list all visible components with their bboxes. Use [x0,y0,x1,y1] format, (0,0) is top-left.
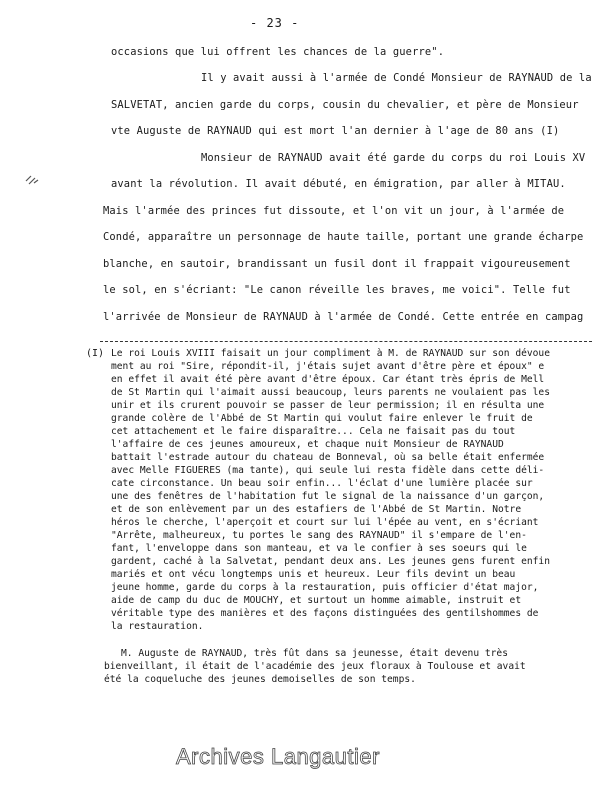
body-line: Monsieur de RAYNAUD avait été garde du corps du roi Louis XV [201,152,586,164]
body-line: l'arrivée de Monsieur de RAYNAUD à l'armée de Condé. Cette entrée en campag [103,311,584,323]
footnote-line: et de son enlèvement par un des estafiers de l'Abbé de St Martin. Notre [111,504,522,515]
footnote-line: Le roi Louis XVIII faisait un jour compliment à M. de RAYNAUD sur son dévoue [111,348,550,359]
footnote-line: battait l'estrade autour du chateau de Bonneval, où sa belle était enfermée [111,452,545,463]
footnote-line: jeune homme, garde du corps à la restauration, puis officier d'état major, [111,582,539,593]
footnote-separator [100,341,592,342]
body-line: occasions que lui offrent les chances de la guerre". [111,46,445,58]
footnote-line: fant, l'enveloppe dans son manteau, et va le confier à ses soeurs qui le [111,543,527,554]
body-line: Condé, apparaître un personnage de haute taille, portant une grande écharpe [103,231,584,243]
footnote-line: cate circonstance. Un beau soir enfin... l'éclat d'une lumière placée sur [111,478,533,489]
footnote-line: l'affaire de ces jeunes amoureux, et chaque nuit Monsieur de RAYNAUD [111,439,504,450]
footnote-line: grande colère de l'Abbé de St Martin qui voulut faire enlever le fruit de [111,413,533,424]
footnote-line: la restauration. [111,621,204,632]
footnote-line: héros le cherche, l'aperçoit et court sur lui l'épée au vent, en s'écriant [111,517,539,528]
footnote-line: cet attachement et le faire disparaître... Cela ne faisait pas du tout [111,426,516,437]
body-line: SALVETAT, ancien garde du corps, cousin du chevalier, et père de Monsieur [111,99,579,111]
footnote-line: ment au roi "Sire, répondit-il, j'étais sujet avant d'être père et époux" e [111,361,545,372]
ink-mark-icon [24,172,42,188]
closing-line: M. Auguste de RAYNAUD, très fût dans sa jeunesse, était devenu très [121,648,508,659]
body-line: Il y avait aussi à l'armée de Condé Monsieur de RAYNAUD de la [201,72,592,84]
footnote-line: aide de camp du duc de MOUCHY, et surtout un homme aimable, instruit et [111,595,522,606]
footnote-line: "Arrête, malheureux, tu portes le sang des RAYNAUD" il s'empare de l'en- [111,530,527,541]
body-line: avant la révolution. Il avait débuté, en émigration, par aller à MITAU. [111,178,566,190]
archive-watermark: Archives Langautier [176,744,380,769]
footnote-line: véritable type des manières et des façons distinguées des gentilshommes de [111,608,539,619]
footnote-line: de St Martin qui l'aimait aussi beaucoup, leurs parents ne voulaient pas les [111,387,550,398]
footnote-line: mariés et ont vécu longtemps unis et heureux. Leur fils devint un beau [111,569,516,580]
footnote-line: une des fenêtres de l'habitation fut le signal de la naissance d'un garçon, [111,491,545,502]
body-line: le sol, en s'écriant: "Le canon réveille les braves, me voici". Telle fut [103,284,571,296]
body-line: Mais l'armée des princes fut dissoute, et l'on vit un jour, à l'armée de [103,205,565,217]
footnote-line: unir et ils crurent pouvoir se passer de leur permission; il en résulta une [111,400,545,411]
page-number: - 23 - [250,16,300,30]
footnote-line: en effet il avait été père avant d'être époux. Car étant très épris de Mell [111,374,545,385]
body-line: vte Auguste de RAYNAUD qui est mort l'an dernier à l'age de 80 ans (I) [111,125,560,137]
footnote-marker: (I) [86,348,105,359]
footnote-line: gardent, caché à la Salvetat, pendant deux ans. Les jeunes gens furent enfin [111,556,550,567]
body-line: blanche, en sautoir, brandissant un fusil dont il frappait vigoureusement [103,258,571,270]
closing-line: été la coqueluche des jeunes demoiselles de son temps. [104,674,416,685]
closing-line: bienveillant, il était de l'académie des jeux floraux à Toulouse et avait [104,661,526,672]
footnote-line: avec Melle FIGUERES (ma tante), qui seule lui resta fidèle dans cette déli- [111,465,545,476]
